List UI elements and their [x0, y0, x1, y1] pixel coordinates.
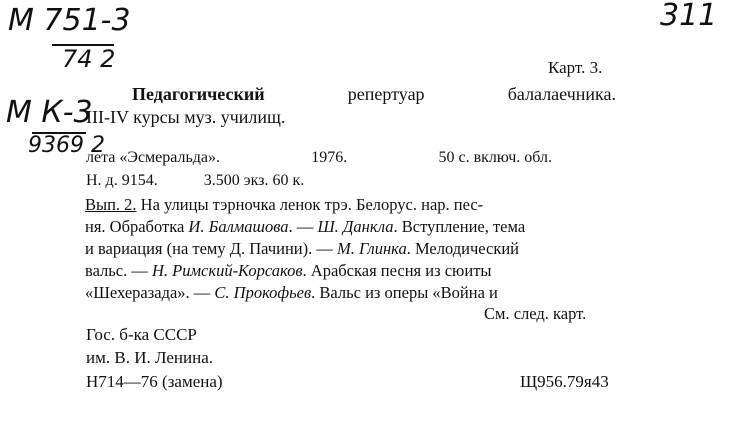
contents-line-3 — [85, 238, 615, 259]
author-dankla: Ш. Данкла — [317, 217, 394, 236]
author-prokofiev: С. Прокофьев — [214, 283, 312, 302]
handwritten-shelfmark-top: М 751-3 — [8, 3, 131, 38]
copies-price: 3.500 экз. 60 к. — [203, 172, 305, 189]
handwritten-shelfmark-top-denominator: 74 2 — [62, 45, 116, 73]
contents-text-4a: вальс. — — [85, 261, 152, 280]
contents-text-3b: . Мелодический — [406, 239, 519, 258]
author-glinka: М. Глинка — [337, 239, 407, 258]
contents-text-5a: «Шехеразада». — — [85, 283, 215, 302]
publisher-line — [86, 148, 552, 168]
classification-number: Щ956.79я43 — [520, 372, 609, 391]
contents-text-2b: . — — [288, 217, 318, 236]
control-number: Н714—76 (замена) — [86, 372, 223, 391]
continued-note: См. след. карт. — [484, 304, 587, 323]
contents-text-5b: . Вальс из оперы «Война и — [311, 283, 498, 302]
library-line-2: им. В. И. Ленина. — [86, 348, 214, 367]
contents-line-5 — [85, 282, 615, 303]
contents-text-2c: . Вступление, тема — [393, 217, 526, 236]
title-word-2: репертуар — [347, 84, 425, 104]
contents-text-4b: . Арабская песня из сюиты — [302, 261, 492, 280]
print-line — [86, 171, 304, 191]
contents-line-1 — [85, 194, 615, 215]
author-rimsky-korsakov: Н. Римский-Корсаков — [152, 261, 303, 280]
contents-text-1: На улицы тэрночка ленок трэ. Белорус. нар. пес- — [136, 195, 484, 214]
contents-line-2 — [85, 216, 615, 237]
pages: 50 с. включ. обл. — [438, 149, 552, 166]
author-balmashov: И. Балмашова — [188, 217, 289, 236]
contents-line-4 — [85, 260, 615, 281]
handwritten-shelfmark-mid: М К-3 — [6, 95, 93, 130]
contents-text-2a: ня. Обработка — [85, 217, 189, 236]
title-word-3: балалаечника. — [507, 84, 616, 104]
title-bold: Педагогический — [132, 84, 265, 104]
library-line-1: Гос. б-ка СССР — [86, 325, 197, 344]
handwritten-corner-number: 311 — [660, 0, 718, 33]
handwritten-shelfmark-mid-denominator: 9369 2 — [28, 133, 105, 158]
title-line — [132, 84, 616, 104]
issue-number: Вып. 2. — [85, 195, 137, 214]
print-number: Н. д. 9154. — [86, 172, 158, 189]
card-number: Карт. 3. — [548, 58, 603, 77]
courses-line: III-IV курсы муз. училищ. — [86, 107, 286, 127]
publisher: лета «Эсмеральда». — [86, 149, 221, 166]
contents-text-3a: и вариация (на тему Д. Пачини). — — [85, 239, 337, 258]
year: 1976. — [311, 149, 348, 166]
